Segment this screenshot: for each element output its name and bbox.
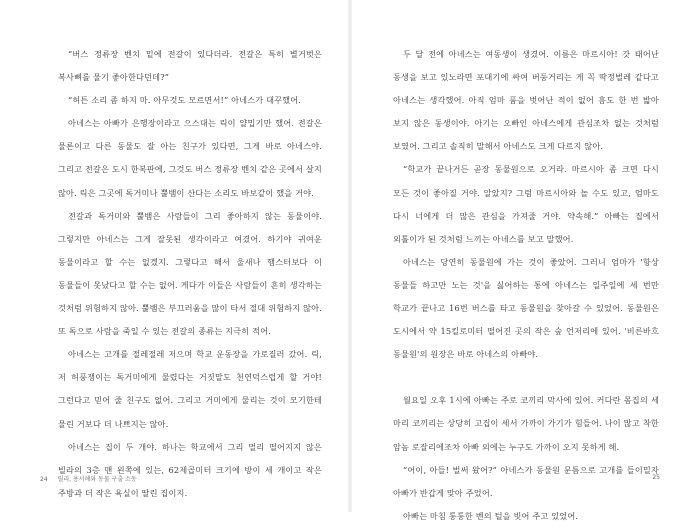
paragraph: “버스 정류장 벤치 밑에 전갈이 있다더라. 전갈은 특히 별거벗은 복사뼈를 물기 좋아한다던데?” (58, 49, 322, 83)
left-page-body (58, 43, 322, 505)
page-number: 24 (40, 476, 48, 483)
paragraph: 아네스는 집이 두 개야. 하나는 학교에서 그리 멀리 떨어지지 않은 빌라의 3층 맨 왼쪽에 있는, 62제곱미터 크기에 방이 세 개이고 작은 주방과 더 작은 욕실이 딸린 집이지. (58, 441, 322, 498)
paragraph: 전갈과 독거미와 뿔뱀은 사람들이 그리 좋아하지 않는 동물이야. 그렇지만 아네스는 그게 잘못된 생각이라고 여겼어. 하기야 귀여운 동물이라고 할 수는 없겠지. 그렇다고 해서 울새나 햄스터보다 이 동물들이 못났다고 할 수는 없어. 게다가 이들은 사람들이 흔히 생각하는 것처럼 위험하지 않아. 뿔뱀은 부끄러움을 많이 타서 절대 위험하지 않아. 또 독으로 사람을 죽일 수 있는 전갈의 종류는 지극히 적어. (58, 210, 322, 337)
paragraph: 아네스는 당연히 동물원에 가는 것이 좋았어. 그러니 엄마가 '항상 동물들 하고만 노는 것'을 싫어하는 통에 아네스는 일주일에 세 번만 학교가 끝나고 16번 버스를 타고 동물원을 찾아갈 수 있었어. 동물원은 도시에서 약 15킬로미터 떨어진 곳의 작은 숲 언저리에 있어. '비른바흐 동물원'의 원장은 바로 아네스의 아빠야. (393, 256, 659, 360)
paragraph: 월요일 오후 1시에 아빠는 주로 코끼리 막사에 있어. 커다란 몸집의 세 마리 코끼리는 상당히 고집이 세서 가까이 가기가 힘들어. 나이 많고 착한 암놈 로잘리에조차 아빠 외에는 누구도 가까이 오지 못하게 해. (393, 395, 659, 452)
paragraph: 아네스는 아빠가 은행장이라고 으스대는 릭이 얄밉기만 했어. 전갈은 물론이고 다른 동물도 잘 아는 친구가 있다면, 그게 바로 아네스야. 그리고 전갈은 도시 한복판에, 그것도 버스 정류장 벤치 같은 곳에서 살지 않아. 릭은 그곳에 독거미나 뿔뱀이 산다는 소리도 바보같이 했을 거야. (58, 118, 322, 198)
right-page-footer (652, 474, 660, 481)
paragraph: “어이, 아들! 벌써 왔어?” 아네스가 동물원 문틈으로 고개를 들이밀자 아빠가 반갑게 맞아 주었어. (393, 464, 659, 498)
paragraph: “학교가 끝나거든 곧장 동물원으로 오거라. 마르시아 좀 크면 다시 모든 것이 좋아질 거야. 알았지? 그럼 마르시아와 놀 수도 있고, 엄마도 다시 너에게 더 많은 관심을 가져줄 거야. 약속해.” 아빠는 집에서 외톨이가 된 것처럼 느끼는 아네스를 보고 말했어. (393, 164, 659, 244)
paragraph: 아네스는 고개를 절레절레 저으며 학교 운동장을 가로질러 갔어. 릭, 저 허풍쟁이는 독거미에게 물렸다는 거짓말도 천연덕스럽게 할 거야! 그런다고 믿어 줄 친구도 없어. 그리고 거미에게 물리는 것이 모기한테 물린 거보다 더 나쁘지는 않아. (58, 349, 322, 429)
left-page-footer (40, 474, 137, 483)
paragraph: 아빠는 마침 퉁퉁한 벤의 털을 빗어 주고 있었어. (403, 510, 579, 521)
right-page (350, 0, 700, 521)
running-title: 릴리, 용서해와 동물 구출 소동 (57, 476, 137, 483)
paragraph: 두 달 전에 아네스는 여동생이 생겼어. 이름은 마르시아! 갓 태어난 동생을 보고 있노라면 포대기에 싸여 버둥거리는 게 꼭 딱정벌레 같다고 아네스는 생각했어. 아직 엄마 품을 벗어난 적이 없어 흠도 한 번 밟아 보지 않은 동생이야. 아기는 오빠인 아네스에게 관심조차 없는 것처럼 보였어. 그리고 솔직히 말해서 아네스도 크게 다르지 않아. (393, 49, 659, 152)
right-page-body (393, 43, 659, 528)
paragraph: “허튼 소리 좀 하지 마. 아무것도 모르면서!” 아네스가 대꾸했어. (68, 95, 302, 106)
page-number: 25 (652, 474, 660, 481)
left-page (0, 0, 350, 512)
